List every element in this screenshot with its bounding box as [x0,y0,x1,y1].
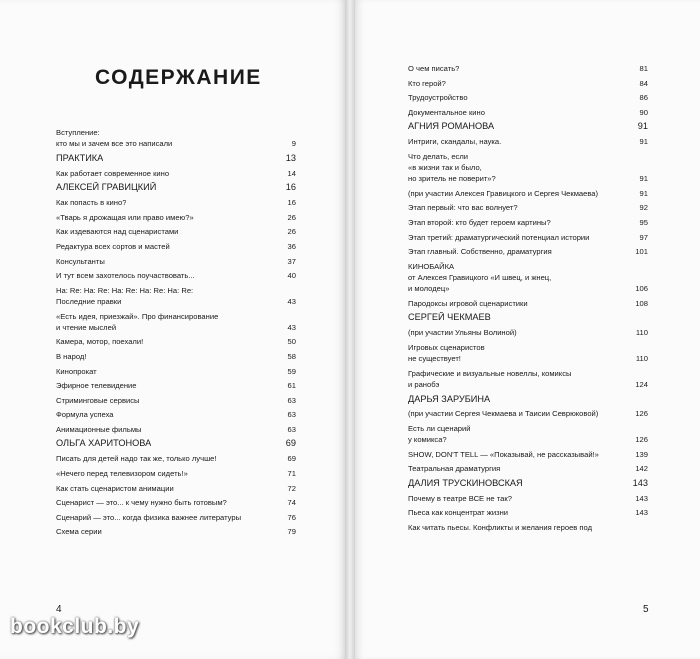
toc-entry [56,453,296,464]
toc-entry-title: Есть ли сценарий у комикса? [408,423,471,445]
toc-entry-page: 86 [639,93,648,103]
toc-entry-page: 91 [639,137,648,147]
toc-entry-title: АЛЕКСЕЙ ГРАВИЦКИЙ [56,182,157,193]
page-number-left: 4 [56,604,62,615]
toc-section-heading [408,121,648,133]
toc-entry-title: Формула успеха [56,410,114,420]
toc-entry-page: 124 [635,379,648,389]
toc-section-heading [56,438,296,450]
toc-entry-title: Писать для детей надо так же, только лучше! [56,454,217,464]
toc-entry [408,246,648,257]
toc-entry-title: Документальное кино [408,107,485,117]
toc-entry [408,342,648,364]
toc-entry-page: 37 [287,256,296,266]
toc-entry-title: Камера, мотор, поехали! [56,337,144,347]
toc-entry-page: 43 [287,296,296,306]
toc-entry [408,63,648,74]
toc-entry-title: Трудоустройство [408,93,468,103]
toc-entry-title: Кинопрокат [56,366,97,376]
toc-entry-page: 92 [639,203,648,213]
toc-entry [408,151,648,185]
toc-entry-page: 61 [287,381,296,391]
toc-entry [56,270,296,281]
toc-entry [408,408,648,419]
toc-entry-title: Интриги, скандалы, наука. [408,137,502,147]
toc-entry [56,497,296,508]
toc-entry [56,409,296,420]
toc-entry [56,212,296,223]
toc-entry-page: 101 [635,247,648,257]
toc-section-heading [408,394,648,406]
toc-entry-page: 79 [287,527,296,537]
toc-entry-page: 71 [287,468,296,478]
toc-entry-title: ДАЛИЯ ТРУСКИНОВСКАЯ [408,477,523,488]
toc-entry-title: Сценарист — это... к чему нужно быть готовым? [56,498,227,508]
toc-entry-page: 13 [285,152,296,163]
book-gutter [345,0,355,659]
toc-entry-title: «Есть идея, приезжай». Про финансирование и чтение мыслей [56,311,219,332]
toc-entry-title: (при участии Сергея Чекмаева и Таисии Севрюковой) [408,409,599,419]
toc-entry [56,380,296,391]
toc-entry [56,483,296,494]
toc-entry-page: 84 [639,78,648,88]
toc-entry [56,311,296,333]
toc-entry-title: Консультанты [56,256,105,266]
toc-entry-title: Как стать сценаристом анимации [56,483,174,493]
toc-entry-page: 97 [639,232,648,242]
toc-entry-title: (при участии Ульяны Волиной) [408,328,517,338]
toc-entry-page: 143 [635,508,648,518]
toc-entry-page: 40 [287,271,296,281]
toc-entry-page: 126 [635,409,648,419]
toc-entry-page: 106 [635,284,648,294]
toc-section-heading [408,478,648,490]
toc-entry-page: 95 [639,218,648,228]
toc-entry-title: Анимационные фильмы [56,424,142,434]
toc-entry-title: ДАРЬЯ ЗАРУБИНА [408,393,491,404]
toc-entry-title: Кто герой? [408,78,446,88]
page-title: СОДЕРЖАНИЕ [95,66,262,89]
toc-entry [56,127,296,149]
toc-entry-page: 143 [635,493,648,503]
toc-entry [56,226,296,237]
toc-entry-title: «Нечего перед телевизором сидеть!» [56,468,188,478]
toc-entry-page: 9 [291,139,296,149]
toc-entry-title: Театральная драматургия [408,464,501,474]
toc-entry-title: Пародоксы игровой сценаристики [408,298,528,308]
toc-entry-page: 16 [287,198,296,208]
toc-entry-page: 63 [287,424,296,434]
toc-entry-page: 14 [287,168,296,178]
toc-entry-page: 16 [285,182,296,193]
toc-entry-title: Графические и визуальные новеллы, комиксы и ранобэ [408,368,572,389]
toc-entry [56,424,296,435]
toc-entry-title: На: Re: На: Re: На: Re: На: Re: На: Re: Последние правки [56,285,194,306]
toc-entry-page: 110 [635,354,648,364]
toc-entry-title: Сценарий — это... когда физика важнее литературы [56,512,242,522]
toc-entry-title: КИНОБАЙКА от Алексея Гравицкого «И швец, и жнец, и молодец» [408,261,552,294]
left-page [0,0,345,659]
toc-entry-page: 36 [287,241,296,251]
toc-entry [408,136,648,147]
toc-entry [408,507,648,518]
toc-entry [56,395,296,406]
toc-entry-title: Как издеваются над сценаристами [56,227,179,237]
toc-entry [56,285,296,307]
toc-entry [408,423,648,445]
toc-entry [56,526,296,537]
toc-entry [56,512,296,523]
toc-entry-title: О чем писать? [408,64,460,73]
toc-entry-title: Схема серии [56,527,102,537]
toc-entry-page: 108 [635,298,648,308]
toc-entry-page: 26 [287,212,296,222]
toc-entry-title: Этап главный. Собственно, драматургия [408,247,552,257]
toc-entry-title: SHOW, DON'T TELL — «Показывай, не рассказывай!» [408,449,599,459]
toc-entry-page: 91 [637,121,648,132]
toc-entry-page: 50 [287,337,296,347]
toc-section-heading [56,182,296,194]
toc-entry-title: Эфирное телевидение [56,381,137,391]
toc-entry [408,217,648,228]
toc-entry [56,336,296,347]
toc-entry-title: ПРАКТИКА [56,152,104,163]
toc-entry-title: В народ! [56,351,87,361]
toc-entry-title: (при участии Алексея Гравицкого и Сергея Чекмаева) [408,188,599,198]
page-number-right: 5 [643,604,649,615]
toc-entry-page: 143 [632,477,648,488]
toc-entry-page: 59 [287,366,296,376]
toc-entry-page: 72 [287,483,296,493]
toc-entry-page: 58 [287,351,296,361]
toc-entry-title: Что делать, если «в жизни так и было, но зритель не поверит»? [408,151,496,184]
toc-entry-title: АГНИЯ РОМАНОВА [408,121,495,132]
toc-entry-page: 63 [287,395,296,405]
toc-entry [56,256,296,267]
toc-list-left [56,127,296,541]
toc-entry-page: 69 [285,438,296,449]
toc-entry-title: Как попасть в кино? [56,198,127,208]
toc-entry-page: 90 [639,107,648,117]
toc-entry-page: 91 [639,174,648,184]
toc-entry [56,366,296,377]
toc-entry-title: СЕРГЕЙ ЧЕКМАЕВ [408,312,491,323]
toc-entry [408,202,648,213]
toc-entry [408,188,648,199]
toc-entry [408,493,648,504]
toc-entry-title: Этап второй: кто будет героем картины? [408,218,551,228]
toc-entry-title: Как работает современное кино [56,168,170,178]
toc-entry-title: Игровых сценаристов не существует! [408,342,485,364]
toc-entry [56,241,296,252]
toc-entry [408,107,648,118]
toc-entry [408,78,648,89]
toc-entry-page: 139 [635,449,648,459]
toc-entry-title: Этап третий: драматургический потенциал истории [408,232,590,242]
toc-entry-page: 74 [287,498,296,508]
toc-entry-title: Редактура всех сортов и мастей [56,241,170,251]
toc-entry-title: И тут всем захотелось поучаствовать... [56,271,195,281]
toc-entry-page: 126 [635,435,648,445]
toc-entry-page: 142 [635,464,648,474]
toc-entry [56,351,296,362]
toc-entry [408,449,648,460]
toc-entry [56,168,296,179]
toc-entry-title: Стриминговые сервисы [56,395,140,405]
right-page [355,0,700,659]
toc-entry-page: 69 [287,454,296,464]
toc-entry-page: 43 [287,322,296,332]
toc-entry [408,232,648,243]
toc-entry-page: 81 [639,64,648,73]
toc-entry-title: Пьеса как концентрат жизни [408,508,509,518]
toc-entry-title: Как читать пьесы. Конфликты и желания героев под [408,523,593,533]
toc-entry-page: 76 [287,512,296,522]
toc-entry-page: 110 [635,328,648,338]
watermark-logo: bookclub.by [10,615,140,638]
toc-entry [408,522,648,533]
toc-entry-title: Почему в театре ВСЕ не так? [408,493,512,503]
toc-section-heading [56,153,296,165]
toc-entry-title: Этап первый: что вас волнует? [408,203,518,213]
toc-entry [408,92,648,103]
toc-entry-page: 63 [287,410,296,420]
toc-entry [408,327,648,338]
toc-entry-title: «Тварь я дрожащая или право имею?» [56,212,194,222]
toc-entry-title: ОЛЬГА ХАРИТОНОВА [56,438,152,449]
toc-entry [408,298,648,309]
toc-entry-page: 91 [639,188,648,198]
toc-entry [408,463,648,474]
toc-entry [408,368,648,390]
toc-section-heading [408,312,648,324]
toc-entry [56,468,296,479]
toc-entry-title: Вступление: кто мы и зачем все это написали [56,128,173,149]
toc-entry-page: 26 [287,227,296,237]
toc-entry [56,197,296,208]
toc-entry [408,261,648,295]
toc-list-right [408,63,648,537]
